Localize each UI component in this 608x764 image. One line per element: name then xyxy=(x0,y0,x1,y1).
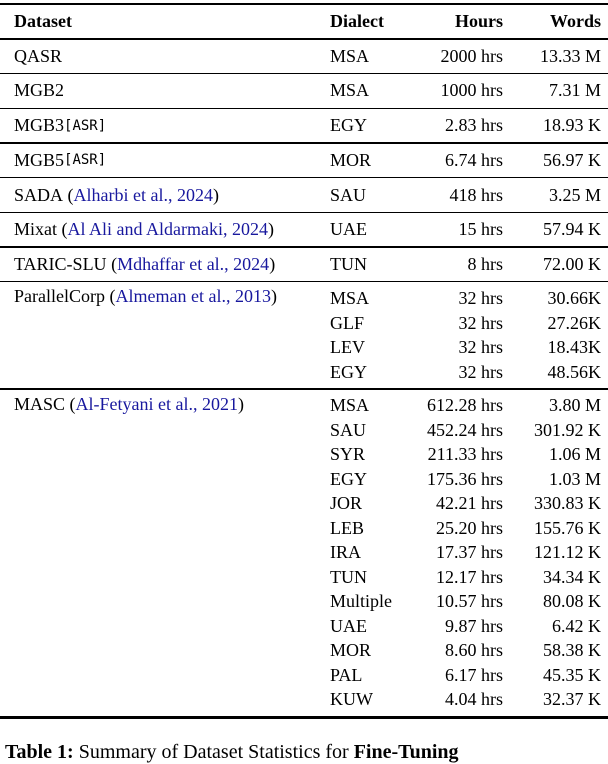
dialect-cell: UAE xyxy=(330,615,367,636)
table-row xyxy=(330,467,601,492)
table-row xyxy=(330,663,601,688)
dataset-title: MGB5 xyxy=(14,149,65,170)
dialect-cell: TUN xyxy=(330,253,367,274)
dialect-cell: Multiple xyxy=(330,591,392,612)
table-row xyxy=(330,688,601,713)
dialect-cell: UAE xyxy=(330,219,367,240)
dataset-name: MASC ( Al-Fetyani et al., 2021 ) xyxy=(14,393,244,414)
table-row xyxy=(330,311,601,336)
group-rows xyxy=(330,74,601,108)
words-cell: 7.31 M xyxy=(548,80,601,101)
dialect-cell: EGY xyxy=(330,468,367,489)
table-row xyxy=(330,492,601,517)
dialect-cell: MSA xyxy=(330,80,370,101)
table-row xyxy=(330,394,601,419)
group-rows xyxy=(330,40,601,74)
words-cell: 57.94 K xyxy=(543,219,601,240)
dataset-group-qasr xyxy=(14,40,601,74)
words-cell: 34.34 K xyxy=(543,566,601,587)
group-rows xyxy=(330,248,601,282)
citation-link[interactable]: Mdhaffar et al., 2024 xyxy=(117,253,270,274)
hours-cell: 32 hrs xyxy=(458,361,503,382)
table-row xyxy=(330,541,601,566)
caption-text: Summary of Dataset Statistics for xyxy=(73,741,354,763)
table-row xyxy=(330,639,601,664)
words-cell: 80.08 K xyxy=(543,591,601,612)
words-cell: 155.76 K xyxy=(534,517,601,538)
dataset-group-taric-slu xyxy=(14,248,601,282)
dataset-name xyxy=(14,74,330,108)
hours-cell: 211.33 hrs xyxy=(427,444,503,465)
citation-link[interactable]: Almeman et al., 2013 xyxy=(115,286,271,307)
words-cell: 48.56K xyxy=(547,361,601,382)
words-cell: 58.38 K xyxy=(543,640,601,661)
dialect-cell: LEV xyxy=(330,337,365,358)
dialect-cell: MSA xyxy=(330,395,370,416)
table-row xyxy=(330,286,601,311)
dialect-cell: GLF xyxy=(330,312,365,333)
dialect-cell: SYR xyxy=(330,444,366,465)
group-rows xyxy=(330,213,601,247)
hours-cell: 6.17 hrs xyxy=(445,664,503,685)
table-row xyxy=(330,443,601,468)
table-row xyxy=(330,590,601,615)
column-header-hours: Hours xyxy=(454,11,503,31)
table-header-row xyxy=(14,5,601,38)
dataset-name xyxy=(14,109,330,143)
dialect-cell: PAL xyxy=(330,664,363,685)
words-cell: 45.35 K xyxy=(543,664,601,685)
dialect-cell: MOR xyxy=(330,149,372,170)
table-row xyxy=(330,360,601,385)
words-cell: 6.42 K xyxy=(552,615,601,636)
dataset-name: TARIC-SLU ( Mdhaffar et al., 2024 ) xyxy=(14,253,276,274)
group-rows xyxy=(330,178,601,212)
words-cell: 330.83 K xyxy=(534,493,601,514)
hours-cell: 25.20 hrs xyxy=(436,517,503,538)
dataset-title: MGB2 xyxy=(14,80,65,101)
words-cell: 121.12 K xyxy=(534,542,601,563)
dataset-title: SADA xyxy=(14,184,64,205)
citation-link[interactable]: Alharbi et al., 2024 xyxy=(73,184,213,205)
table-row xyxy=(330,516,601,541)
hours-cell: 12.17 hrs xyxy=(436,566,503,587)
column-header-words: Words xyxy=(549,11,601,31)
dataset-title: ParallelCorp xyxy=(14,286,105,307)
dataset-title: MGB3 xyxy=(14,115,65,136)
dialect-cell: LEB xyxy=(330,517,364,538)
dataset-name xyxy=(14,40,330,74)
dialect-cell: SAU xyxy=(330,184,367,205)
hours-cell: 42.21 hrs xyxy=(436,493,503,514)
words-cell: 1.06 M xyxy=(548,444,601,465)
hours-cell: 32 hrs xyxy=(458,337,503,358)
dialect-cell: JOR xyxy=(330,493,363,514)
dialect-cell: MSA xyxy=(330,45,370,66)
table-row xyxy=(330,418,601,443)
hours-cell: 17.37 hrs xyxy=(436,542,503,563)
caption-label: Table 1: xyxy=(5,741,74,763)
dataset-group-masc xyxy=(14,390,601,717)
dialect-cell: EGY xyxy=(330,115,367,136)
table-row xyxy=(330,614,601,639)
words-cell: 18.93 K xyxy=(543,115,601,136)
words-cell: 3.80 M xyxy=(548,395,601,416)
words-cell: 32.37 K xyxy=(543,689,601,710)
table-row xyxy=(330,40,601,74)
dataset-group-sada xyxy=(14,178,601,212)
words-cell: 13.33 M xyxy=(539,45,601,66)
hours-cell: 452.24 hrs xyxy=(427,419,503,440)
hours-cell: 1000 hrs xyxy=(440,80,503,101)
dialect-cell: IRA xyxy=(330,542,361,563)
hours-cell: 32 hrs xyxy=(458,312,503,333)
words-cell: 56.97 K xyxy=(543,149,601,170)
group-rows xyxy=(330,390,601,717)
dialect-cell: EGY xyxy=(330,361,367,382)
words-cell: 1.03 M xyxy=(548,468,601,489)
hours-cell: 9.87 hrs xyxy=(445,615,503,636)
dialect-cell: MSA xyxy=(330,288,370,309)
dataset-title: Mixat xyxy=(14,219,57,240)
dataset-tt-suffix: [ASR] xyxy=(64,117,107,134)
caption-emphasis: Fine-Tuning xyxy=(353,741,459,763)
dialect-cell: TUN xyxy=(330,566,367,587)
hours-cell: 6.74 hrs xyxy=(445,149,503,170)
table-row xyxy=(330,144,601,178)
hours-cell: 418 hrs xyxy=(449,184,503,205)
column-header-dialect: Dialect xyxy=(330,11,384,31)
table-row xyxy=(330,565,601,590)
words-cell: 18.43K xyxy=(547,337,601,358)
group-rows xyxy=(330,144,601,178)
words-cell: 72.00 K xyxy=(543,253,601,274)
hours-cell: 175.36 hrs xyxy=(427,468,503,489)
dataset-name: ParallelCorp ( Almeman et al., 2013 ) xyxy=(14,286,277,307)
citation-link[interactable]: Al Ali and Aldarmaki, 2024 xyxy=(67,219,268,240)
dataset-group-mgb5 xyxy=(14,144,601,178)
hours-cell: 8.60 hrs xyxy=(445,640,503,661)
column-header-dataset: Dataset xyxy=(14,11,72,31)
dataset-group-parallelcorp xyxy=(14,282,601,388)
hours-cell: 4.04 hrs xyxy=(445,689,503,710)
hours-cell: 2000 hrs xyxy=(440,45,503,66)
words-cell: 301.92 K xyxy=(534,419,601,440)
hours-cell: 2.83 hrs xyxy=(445,115,503,136)
hours-cell: 8 hrs xyxy=(467,253,503,274)
dialect-cell: SAU xyxy=(330,419,367,440)
dataset-group-mixat xyxy=(14,213,601,247)
citation-link[interactable]: Al-Fetyani et al., 2021 xyxy=(75,393,238,414)
dataset-name xyxy=(14,144,330,178)
dataset-name: SADA ( Alharbi et al., 2024 ) xyxy=(14,184,219,205)
table-body xyxy=(14,40,601,717)
group-rows xyxy=(330,282,601,388)
words-cell: 30.66K xyxy=(547,288,601,309)
table-row xyxy=(330,178,601,212)
dataset-group-mgb2 xyxy=(14,74,601,108)
table-row xyxy=(330,74,601,108)
dataset-group-mgb3 xyxy=(14,109,601,143)
group-rows xyxy=(330,109,601,143)
hours-cell: 612.28 hrs xyxy=(427,395,503,416)
hours-cell: 32 hrs xyxy=(458,288,503,309)
dialect-cell: MOR xyxy=(330,640,372,661)
table-row xyxy=(330,335,601,360)
dataset-title: TARIC-SLU xyxy=(14,253,107,274)
hours-cell: 15 hrs xyxy=(458,219,503,240)
hours-cell: 10.57 hrs xyxy=(436,591,503,612)
table-row xyxy=(330,248,601,282)
table-bottom-rule xyxy=(0,716,608,719)
dataset-title: QASR xyxy=(14,45,63,66)
table-caption xyxy=(0,740,608,764)
dialect-cell: KUW xyxy=(330,689,373,710)
table-row xyxy=(330,213,601,247)
dataset-tt-suffix: [ASR] xyxy=(64,152,107,169)
words-cell: 27.26K xyxy=(547,312,601,333)
dataset-title: MASC xyxy=(14,393,66,414)
words-cell: 3.25 M xyxy=(548,184,601,205)
dataset-name: Mixat ( Al Ali and Aldarmaki, 2024 ) xyxy=(14,219,274,240)
table-row xyxy=(330,109,601,143)
